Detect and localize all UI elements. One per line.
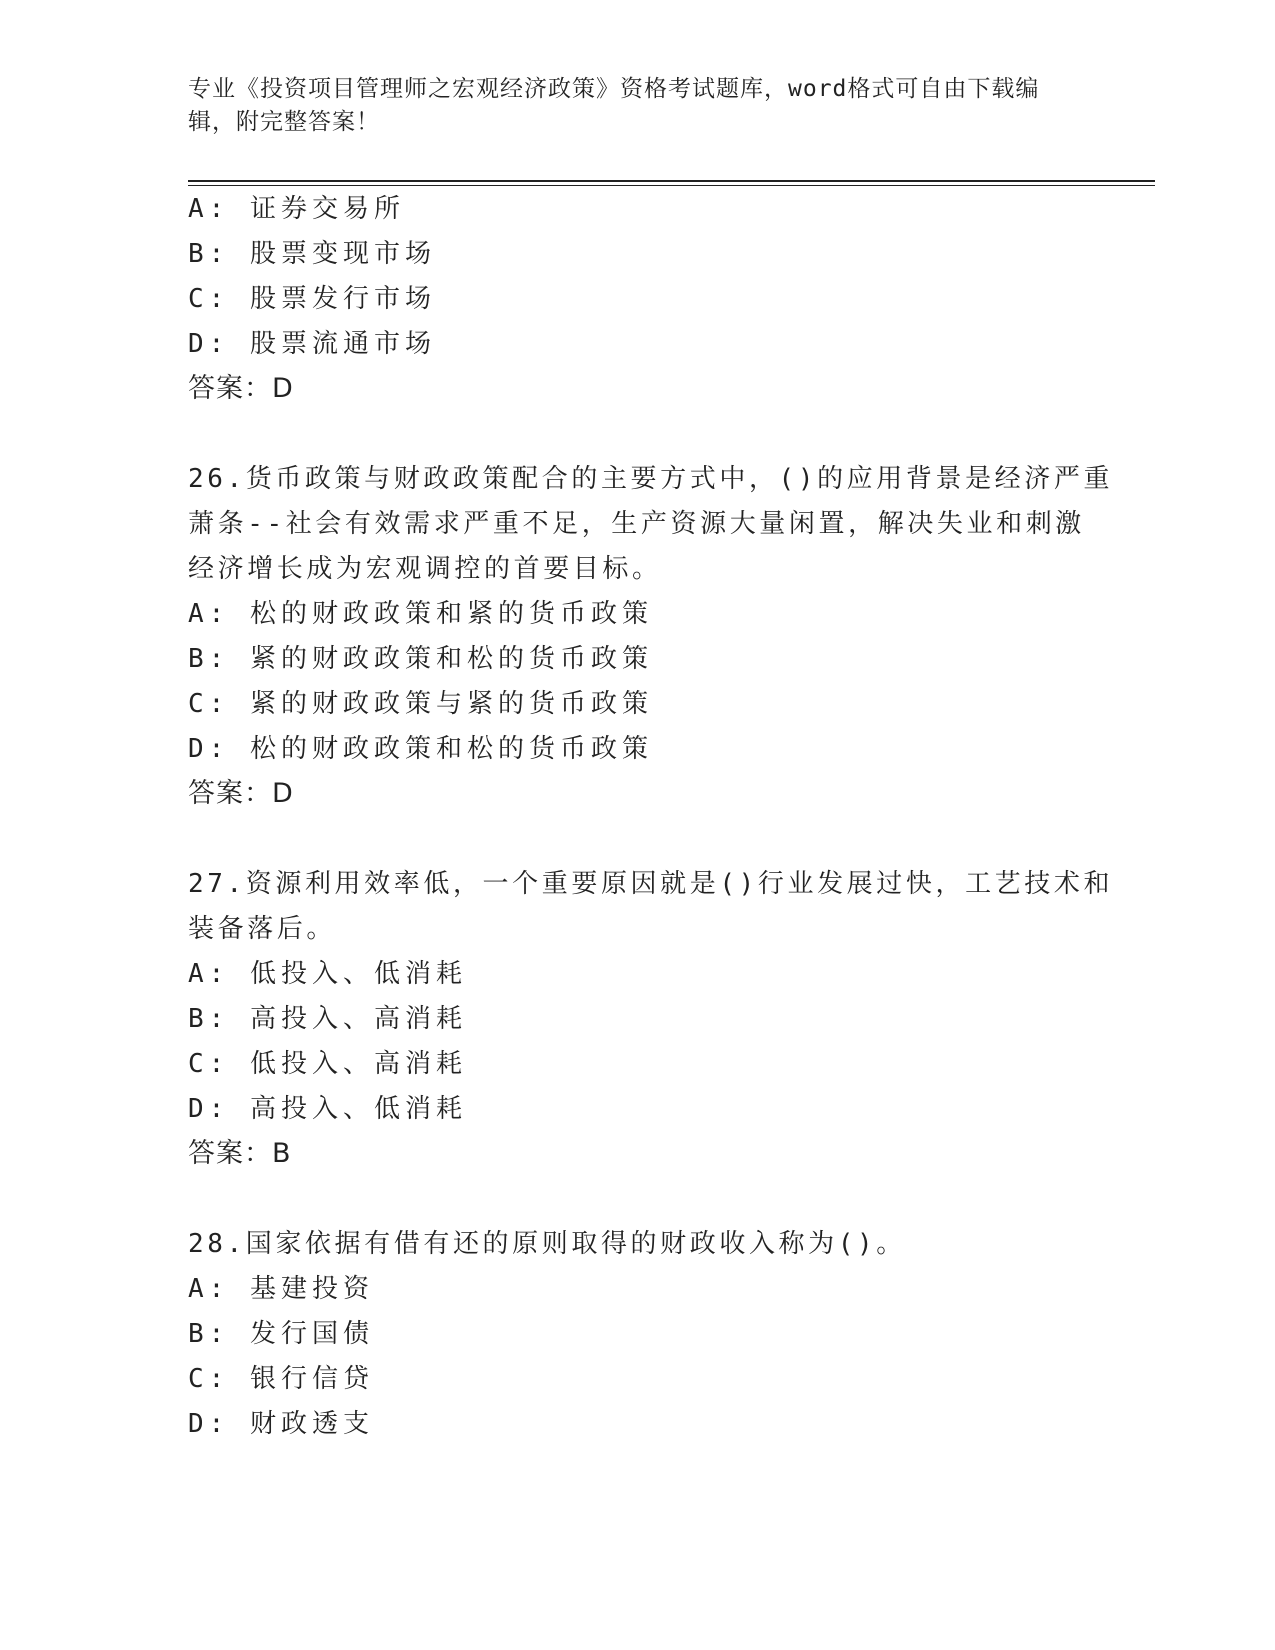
q27-answer: 答案：B — [188, 1138, 292, 1169]
q26-option-d: D: 松的财政政策和松的货币政策 — [188, 734, 653, 764]
header-line-2: 辑，附完整答案！ — [188, 109, 380, 135]
q26-text-line-2: 萧条--社会有效需求严重不足，生产资源大量闲置，解决失业和刺激 — [188, 509, 1085, 539]
q28-option-d: D: 财政透支 — [188, 1409, 374, 1439]
q27-option-c: C: 低投入、高消耗 — [188, 1049, 467, 1079]
header-divider-thick — [188, 180, 1155, 182]
q25-option-a: A: 证券交易所 — [188, 194, 405, 224]
q26-option-a: A: 松的财政政策和紧的货币政策 — [188, 599, 653, 629]
q27-option-a: A: 低投入、低消耗 — [188, 959, 467, 989]
q26-text-line-1: 26.货币政策与财政政策配合的主要方式中，()的应用背景是经济严重 — [188, 464, 1114, 494]
q28-option-a: A: 基建投资 — [188, 1274, 374, 1304]
q28-option-b: B: 发行国债 — [188, 1319, 374, 1349]
q28-option-c: C: 银行信贷 — [188, 1364, 374, 1394]
q28-text-line-1: 28.国家依据有借有还的原则取得的财政收入称为()。 — [188, 1229, 906, 1259]
header-line-1: 专业《投资项目管理师之宏观经济政策》资格考试题库，word格式可自由下载编 — [188, 76, 1040, 102]
q27-text-line-1: 27.资源利用效率低，一个重要原因就是()行业发展过快，工艺技术和 — [188, 869, 1114, 899]
q27-option-b: B: 高投入、高消耗 — [188, 1004, 467, 1034]
q25-option-c: C: 股票发行市场 — [188, 284, 436, 314]
q27-text-line-2: 装备落后。 — [188, 914, 337, 944]
q25-answer: 答案：D — [188, 373, 294, 404]
document-header — [188, 73, 1088, 139]
q27-option-d: D: 高投入、低消耗 — [188, 1094, 467, 1124]
header-divider-thin — [188, 185, 1155, 186]
q25-option-b: B: 股票变现市场 — [188, 239, 436, 269]
q26-text-line-3: 经济增长成为宏观调控的首要目标。 — [188, 554, 662, 584]
q26-answer: 答案：D — [188, 778, 294, 809]
q26-option-c: C: 紧的财政政策与紧的货币政策 — [188, 689, 653, 719]
q26-option-b: B: 紧的财政政策和松的货币政策 — [188, 644, 653, 674]
q25-option-d: D: 股票流通市场 — [188, 329, 436, 359]
